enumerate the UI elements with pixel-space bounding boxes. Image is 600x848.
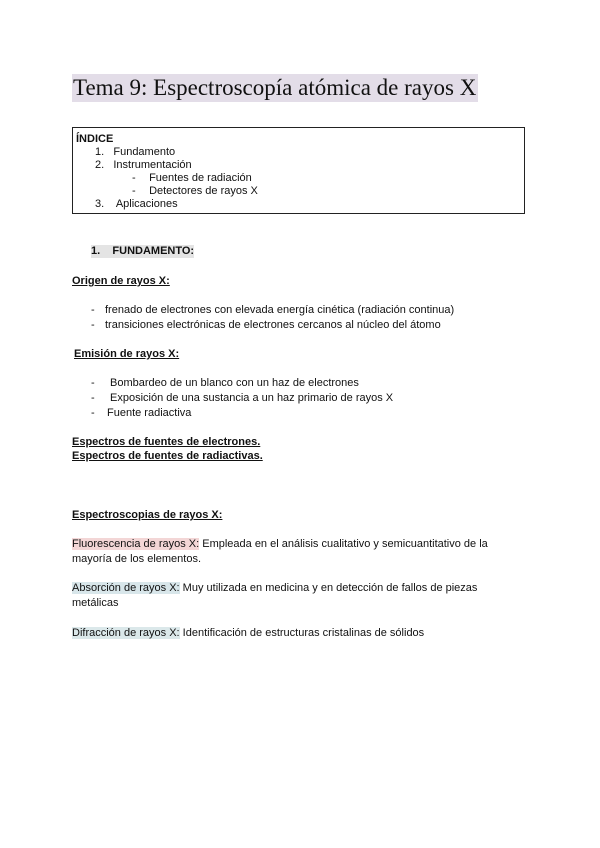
section-heading: [91, 245, 194, 258]
list-item: [91, 377, 359, 390]
bullet-dash: -: [91, 392, 95, 404]
index-item-number: 2.: [95, 159, 105, 171]
absorcion-line-1: [72, 582, 477, 595]
fluorescencia-line-1: [72, 538, 488, 551]
index-item-label: Detectores de rayos X: [149, 185, 258, 197]
list-item-text: Exposición de una sustancia a un haz primario de rayos X: [110, 392, 394, 404]
index-item-number: 3.: [95, 198, 105, 210]
index-subitem: [132, 185, 258, 198]
index-item-number: 1.: [95, 146, 105, 158]
section-number: 1.: [91, 245, 101, 257]
index-item: [95, 146, 175, 159]
fluorescencia-text: Empleada en el análisis cualitativo y semicuantitativo de la: [199, 538, 488, 550]
list-item: [91, 407, 191, 420]
list-item: [91, 304, 454, 317]
bullet-dash: -: [91, 407, 95, 419]
bullet-dash: -: [91, 377, 95, 389]
page-title: Tema 9: Espectroscopía atómica de rayos X: [73, 75, 477, 100]
index-item-label: Aplicaciones: [115, 198, 178, 210]
difraccion-line: [72, 627, 424, 640]
index-item-dash: -: [132, 172, 136, 184]
index-item-dash: -: [132, 185, 136, 197]
absorcion-label: Absorción de rayos X:: [72, 582, 180, 594]
absorcion-line-2: metálicas: [72, 597, 119, 609]
espectroscopias-heading: Espectroscopias de rayos X:: [72, 509, 223, 521]
absorcion-text: Muy utilizada en medicina y en detección de fallos de piezas: [179, 582, 478, 594]
index-item: [95, 159, 192, 172]
index-item-label: Fundamento: [113, 146, 176, 158]
index-item: [95, 198, 178, 211]
bullet-dash: -: [91, 304, 95, 316]
espectros-line-1: Espectros de fuentes de electrones.: [72, 436, 261, 448]
list-item-text: frenado de electrones con elevada energía cinética (radiación continua): [105, 304, 455, 316]
origen-heading: Origen de rayos X:: [72, 275, 170, 287]
list-item: [91, 319, 441, 332]
emision-heading: Emisión de rayos X:: [74, 348, 180, 360]
section-title: FUNDAMENTO:: [112, 245, 195, 257]
index-heading: ÍNDICE: [76, 133, 114, 145]
fluorescencia-line-2: mayoría de los elementos.: [72, 553, 202, 565]
index-item-label: Fuentes de radiación: [149, 172, 252, 184]
fluorescencia-label: Fluorescencia de rayos X:: [72, 538, 200, 550]
list-item-text: Fuente radiactiva: [107, 407, 192, 419]
espectros-line-2: Espectros de fuentes de radiactivas.: [72, 450, 263, 462]
list-item: [91, 392, 393, 405]
list-item-text: transiciones electrónicas de electrones cercanos al núcleo del átomo: [105, 319, 441, 331]
index-box: [72, 127, 525, 214]
difraccion-text: Identificación de estructuras cristalinas de sólidos: [179, 627, 425, 639]
index-item-label: Instrumentación: [113, 159, 192, 171]
list-item-text: Bombardeo de un blanco con un haz de electrones: [110, 377, 359, 389]
index-subitem: [132, 172, 252, 185]
difraccion-label: Difracción de rayos X:: [72, 627, 180, 639]
bullet-dash: -: [91, 319, 95, 331]
